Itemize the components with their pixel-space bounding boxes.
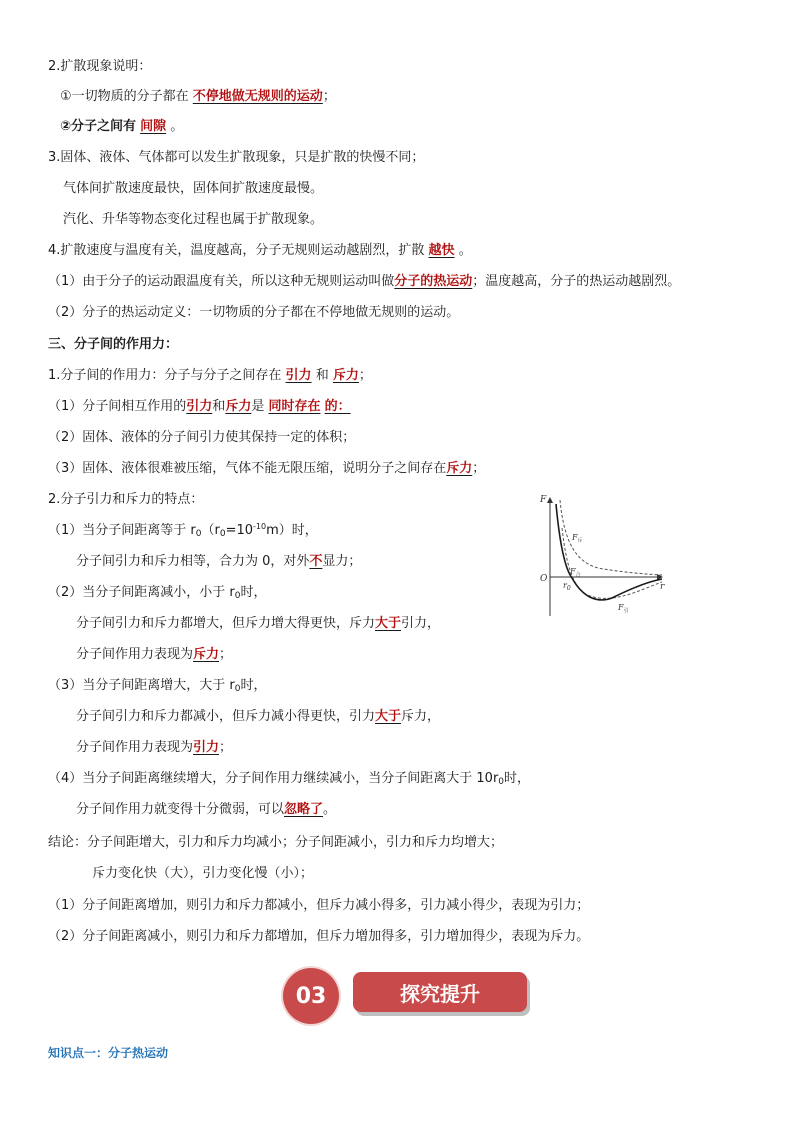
- line-distance-decrease-summary: （2）分子间距离减小，则引力和斥力都增加，但斥力增加得多，引力增加得少，表现为斥力。: [48, 929, 590, 944]
- line-molecule-gaps: ②分子之间有 间隙 。: [60, 119, 184, 134]
- x-axis-label: r: [660, 582, 665, 592]
- r0-label: $r_0$: [563, 581, 571, 592]
- line-shows-attraction: 分子间作用力表现为引力；: [76, 740, 233, 755]
- line-repulsion-grows-faster: 分子间引力和斥力都增大，但斥力增大得更快，斥力大于引力，: [76, 616, 441, 631]
- line-repulsion-drops-faster: 分子间引力和斥力都减小，但斥力减小得更快，引力大于斥力，: [76, 709, 441, 724]
- repulsive-force-label: $F_斥$: [572, 533, 583, 544]
- answer-blank: 越快: [428, 243, 455, 258]
- section-banner: [283, 966, 533, 1026]
- line-distance-increases: （3）当分子间距离增大，大于 $r_0$时，: [48, 678, 267, 694]
- answer-blank: 大于: [375, 709, 402, 724]
- answer-blank: 斥力: [446, 461, 473, 476]
- section-heading-forces: 三、分子间的作用力：: [48, 337, 179, 352]
- net-force-label: $F_合$: [570, 567, 581, 578]
- line-forces-coexist: （1）分子间相互作用的引力和斥力是 同时存在 的：: [48, 399, 351, 414]
- answer-blank: 分子的热运动: [394, 274, 473, 289]
- answer-blank: 引力: [285, 368, 312, 383]
- section-number-badge: 03: [283, 968, 339, 1024]
- line-temperature: 4.扩散速度与温度有关，温度越高，分子无规则运动越剧烈，扩散 越快 。: [48, 243, 472, 258]
- answer-blank: 大于: [375, 616, 402, 631]
- line-distance-increase-summary: （1）分子间距离增加，则引力和斥力都减小，但斥力减小得多，引力减小得少，表现为引力；: [48, 898, 590, 913]
- line-gas-fastest: 气体间扩散速度最快，固体间扩散速度最慢。: [63, 181, 324, 196]
- answer-blank: 斥力: [225, 399, 252, 414]
- force-distance-graph: [538, 492, 668, 618]
- answer-blank: 不停地做无规则的运动: [192, 89, 323, 104]
- line-distance-equals-r0: （1）当分子间距离等于 $r_0(r_0=10^{-10}m)$时，: [48, 522, 318, 539]
- line-conclusion: 结论：分子间距增大，引力和斥力均减小；分子间距减小，引力和斥力均增大；: [48, 835, 504, 850]
- line-force-features: 2.分子引力和斥力的特点：: [48, 492, 204, 507]
- line-shows-repulsion: 分子间作用力表现为斥力；: [76, 647, 233, 662]
- answer-blank: 斥力: [332, 368, 359, 383]
- line-distance-decreases: （2）当分子间距离减小，小于 $r_0$时，: [48, 585, 267, 601]
- answer-blank: 斥力: [193, 647, 220, 662]
- line-forces-equal: 分子间引力和斥力相等，合力为 0，对外不显力；: [76, 554, 362, 569]
- answer-blank: 引力: [193, 740, 220, 755]
- line-thermal-motion: （1）由于分子的运动跟温度有关，所以这种无规则运动叫做分子的热运动；温度越高，分子的热运动越剧烈。: [48, 274, 681, 289]
- line-distance-keeps-increasing: （4）当分子间距离继续增大，分子间作用力继续减小，当分子间距离大于 $10r_0$时，: [48, 771, 531, 787]
- line-diffusion-explain: 2.扩散现象说明：: [48, 59, 152, 74]
- net-force-curve: [556, 504, 662, 600]
- origin-label: O: [540, 574, 548, 584]
- line-conclusion-rate: 斥力变化快（大），引力变化慢（小）；: [92, 866, 314, 881]
- line-negligible: 分子间作用力就变得十分微弱，可以忽略了。: [76, 802, 337, 817]
- line-hard-to-compress: （3）固体、液体很难被压缩，气体不能无限压缩，说明分子之间存在斥力；: [48, 461, 486, 476]
- knowledge-point-heading: 知识点一：分子热运动: [48, 1046, 169, 1060]
- line-thermal-definition: （2）分子的热运动定义：一切物质的分子都在不停地做无规则的运动。: [48, 305, 460, 320]
- line-states-diffusion: 3.固体、液体、气体都可以发生扩散现象，只是扩散的快慢不同；: [48, 150, 425, 165]
- answer-blank: 间隙: [140, 119, 167, 134]
- attractive-force-label: $F_引$: [618, 603, 629, 614]
- line-vaporization: 汽化、升华等物态变化过程也属于扩散现象。: [63, 212, 324, 227]
- line-attraction-volume: （2）固体、液体的分子间引力使其保持一定的体积；: [48, 430, 356, 445]
- y-axis-label: F: [540, 495, 547, 505]
- answer-blank: 引力: [186, 399, 213, 414]
- answer-blank: 忽略了: [284, 802, 324, 817]
- section-title-pill: 探究提升: [353, 972, 527, 1012]
- answer-blank: 同时存在: [268, 399, 321, 414]
- line-molecules-moving: ①一切物质的分子都在 不停地做无规则的运动；: [60, 89, 336, 104]
- line-forces-exist: 1.分子间的作用力：分子与分子之间存在 引力 和 斥力；: [48, 368, 372, 383]
- answer-blank: 不: [309, 554, 323, 569]
